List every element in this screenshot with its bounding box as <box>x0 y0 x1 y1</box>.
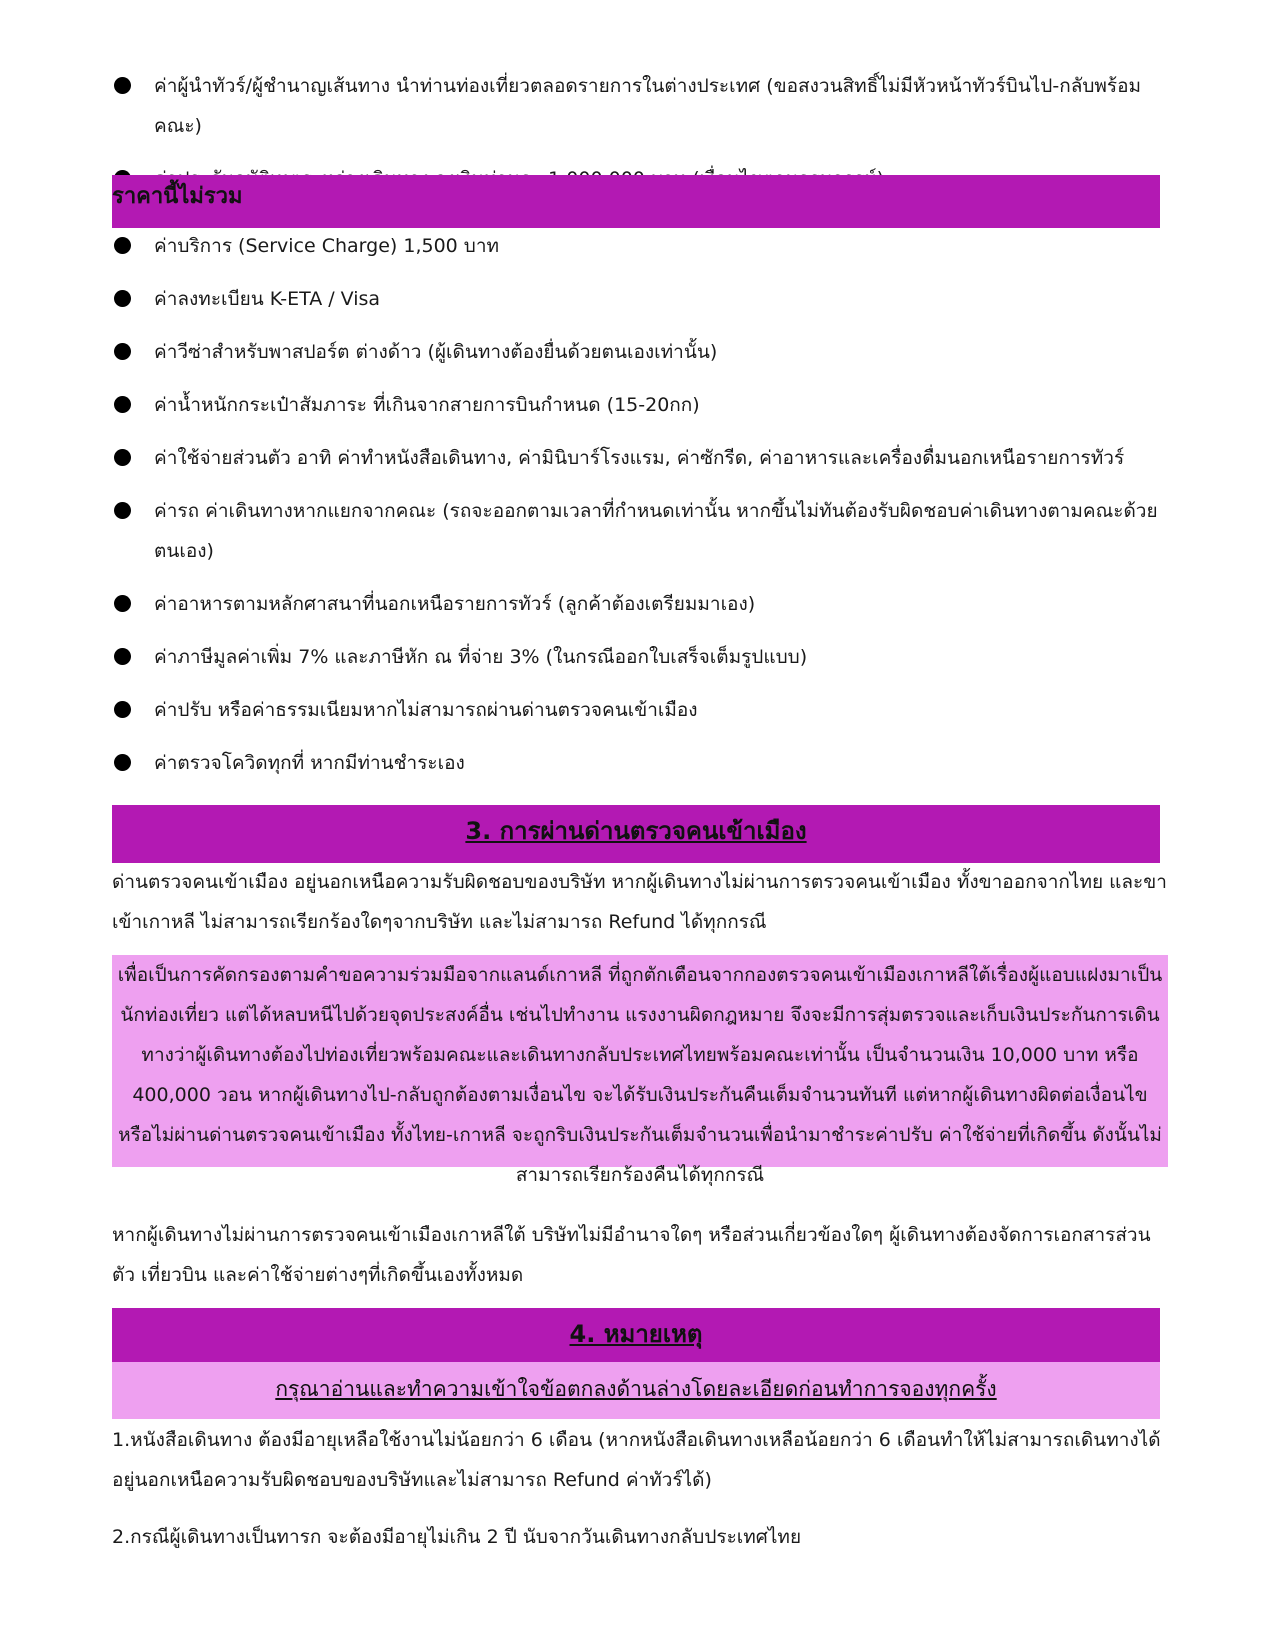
not-included-header: ราคานี้ไม่รวม <box>112 175 1160 228</box>
list-item: ค่าบริการ (Service Charge) 1,500 บาท <box>112 226 1172 266</box>
list-item: ค่าใช้จ่ายส่วนตัว อาทิ ค่าทำหนังสือเดินทาง, ค่ามินิบาร์โรงแรม, ค่าซักรีด, ค่าอาหารและเครื่องดื่มนอกเหนือรายการทัวร์ <box>112 438 1172 478</box>
bullet-icon <box>114 396 131 413</box>
list-item: ค่าปรับ หรือค่าธรรมเนียมหากไม่สามารถผ่านด่านตรวจคนเข้าเมือง <box>112 690 1172 730</box>
bullet-icon <box>114 595 131 612</box>
remarks-item-2: 2.กรณีผู้เดินทางเป็นทารก จะต้องมีอายุไม่เกิน 2 ปี นับจากวันเดินทางกลับประเทศไทย <box>112 1526 802 1548</box>
immigration-outro: หากผู้เดินทางไม่ผ่านการตรวจคนเข้าเมืองเกาหลีใต้ บริษัทไม่มีอำนาจใดๆ หรือส่วนเกี่ยวข้องใดๆ ผู้เดินทางต้องจัดการเอกสารส่วนตัว เที่ยวบิน และค่าใช้จ่ายต่างๆที่เกิดขึ้นเองทั้งหมด <box>112 1224 1151 1286</box>
remarks-subtitle: กรุณาอ่านและทำความเข้าใจข้อตกลงด้านล่างโดยละเอียดก่อนทำการจองทุกครั้ง <box>112 1362 1160 1419</box>
bullet-icon <box>114 701 131 718</box>
bullet-icon <box>114 449 131 466</box>
bullet-icon <box>114 754 131 771</box>
immigration-notice: เพื่อเป็นการคัดกรองตามคำขอความร่วมมือจากแลนด์เกาหลี ที่ถูกตักเตือนจากกองตรวจคนเข้าเมืองเกาหลีใต้เรื่องผู้แอบแฝงมาเป็นนักท่องเที่ยว แต่ได้หลบหนีไปด้วยจุดประสงค์อื่น เช่นไปทำงาน แรงงานผิดกฎหมาย จึงจะมีการสุ่มตรวจและเก็บเงินประกันการเดินทางว่าผู้เดินทางต้องไปท่องเที่ยวพร้อมคณะและเดินทางกลับประเทศไทยพร้อมคณะเท่านั้น เป็นจำนวนเงิน 10,000 บาท หรือ 400,000 วอน หากผู้เดินทางไป-กลับถูกต้องตามเงื่อนไข จะได้รับเงินประกันคืนเต็มจำนวนทันที แต่หากผู้เดินทางผิดต่อเงื่อนไข หรือไม่ผ่านด่านตรวจคนเข้าเมือง ทั้งไทย-เกาหลี จะถูกริบเงินประกันเต็มจำนวนเพื่อนำมาชำระค่าปรับ ค่าใช้จ่ายที่เกิดขึ้น ดังนั้นไม่สามารถเรียกร้องคืนได้ทุกกรณี <box>112 955 1168 1167</box>
list-item: ค่าลงทะเบียน K-ETA / Visa <box>112 279 1172 319</box>
list-item: ค่าตรวจโควิดทุกที่ หากมีท่านชำระเอง <box>112 743 1172 783</box>
bullet-icon <box>114 343 131 360</box>
list-item: ค่าวีซ่าสำหรับพาสปอร์ต ต่างด้าว (ผู้เดินทางต้องยื่นด้วยตนเองเท่านั้น) <box>112 332 1172 372</box>
list-item: ค่ารถ ค่าเดินทางหากแยกจากคณะ (รถจะออกตามเวลาที่กำหนดเท่านั้น หากขึ้นไม่ทันต้องรับผิดชอบค่าเดินทางตามคณะด้วยตนเอง) <box>112 491 1172 571</box>
immigration-header: 3. การผ่านด่านตรวจคนเข้าเมือง <box>112 805 1160 863</box>
list-item: ค่าผู้นำทัวร์/ผู้ชำนาญเส้นทาง นำท่านท่องเที่ยวตลอดรายการในต่างประเทศ (ขอสงวนสิทธิ์ไม่มีหัวหน้าทัวร์บินไป-กลับพร้อมคณะ) <box>112 66 1172 146</box>
list-item: ค่าน้ำหนักกระเป๋าสัมภาระ ที่เกินจากสายการบินกำหนด (15-20กก) <box>112 385 1172 425</box>
bullet-icon <box>114 290 131 307</box>
bullet-icon <box>114 502 131 519</box>
bullet-icon <box>114 237 131 254</box>
list-item: ค่าภาษีมูลค่าเพิ่ม 7% และภาษีหัก ณ ที่จ่าย 3% (ในกรณีออกใบเสร็จเต็มรูปแบบ) <box>112 637 1172 677</box>
remarks-item-1: 1.หนังสือเดินทาง ต้องมีอายุเหลือใช้งานไม่น้อยกว่า 6 เดือน (หากหนังสือเดินทางเหลือน้อยกว่า 6 เดือนทำให้ไม่สามารถเดินทางได้ อยู่นอกเหนือความรับผิดชอบของบริษัทและไม่สามารถ Refund ค่าทัวร์ได้) <box>112 1429 1161 1491</box>
bullet-icon <box>114 648 131 665</box>
immigration-intro: ด่านตรวจคนเข้าเมือง อยู่นอกเหนือความรับผิดชอบของบริษัท หากผู้เดินทางไม่ผ่านการตรวจคนเข้าเมือง ทั้งขาออกจากไทย และขาเข้าเกาหลี ไม่สามารถเรียกร้องใดๆจากบริษัท และไม่สามารถ Refund ได้ทุกกรณี <box>112 871 1167 933</box>
bullet-icon <box>114 77 131 94</box>
remarks-header: 4. หมายเหตุ <box>112 1308 1160 1362</box>
not-included-list <box>112 226 1172 796</box>
list-item: ค่าอาหารตามหลักศาสนาที่นอกเหนือรายการทัวร์ (ลูกค้าต้องเตรียมมาเอง) <box>112 584 1172 624</box>
